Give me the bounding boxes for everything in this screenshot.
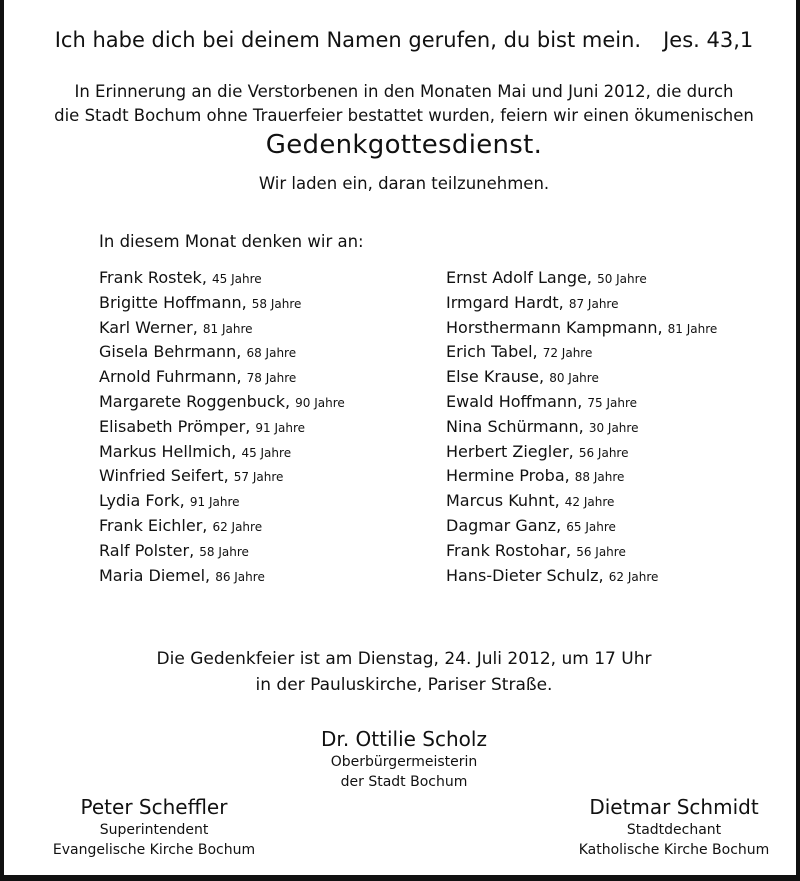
- list-item: [99, 316, 345, 341]
- deceased-age: 72 Jahre: [542, 346, 593, 361]
- deceased-name: Karl Werner,: [99, 317, 198, 337]
- deceased-age: 45 Jahre: [241, 445, 292, 460]
- deceased-age: 78 Jahre: [246, 371, 297, 386]
- deceased-name: Arnold Fuhrmann,: [99, 367, 242, 387]
- bible-quote-text: Ich habe dich bei deinem Namen gerufen, du bist mein.: [54, 28, 642, 52]
- signatory-organization: Evangelische Kirche Bochum: [52, 842, 256, 858]
- list-item: [99, 266, 345, 291]
- deceased-name: Hans-Dieter Schulz,: [446, 565, 604, 585]
- list-item: [446, 539, 717, 564]
- intro-paragraph: [4, 80, 800, 128]
- event-line-1: Die Gedenkfeier ist am Dienstag, 24. Juli 2012, um 17 Uhr: [156, 649, 652, 669]
- list-item: [99, 390, 345, 415]
- deceased-age: 58 Jahre: [251, 296, 302, 311]
- deceased-name: Dagmar Ganz,: [446, 515, 562, 535]
- intro-line-2: die Stadt Bochum ohne Trauerfeier bestattet wurden, feiern wir einen ökumenischen: [54, 106, 754, 125]
- list-item: [99, 415, 345, 440]
- list-item: [99, 539, 345, 564]
- deceased-name: Herbert Ziegler,: [446, 441, 574, 461]
- deceased-age: 62 Jahre: [212, 519, 263, 534]
- deceased-age: 80 Jahre: [549, 371, 599, 386]
- list-item: [446, 340, 717, 365]
- month-heading: In diesem Monat denken wir an:: [99, 232, 364, 251]
- deceased-age: 91 Jahre: [255, 420, 306, 435]
- deceased-name: Frank Rostek,: [99, 268, 207, 287]
- deceased-name: Ernst Adolf Lange,: [446, 268, 592, 287]
- deceased-age: 56 Jahre: [576, 544, 626, 559]
- deceased-age: 62 Jahre: [608, 569, 659, 584]
- deceased-age: 68 Jahre: [246, 346, 297, 361]
- deceased-age: 58 Jahre: [199, 544, 249, 559]
- deceased-name: Ewald Hoffmann,: [446, 391, 583, 411]
- signatory-superintendent: [34, 794, 274, 860]
- signatory-name: Dietmar Schmidt: [589, 795, 759, 819]
- deceased-age: 90 Jahre: [295, 395, 345, 410]
- list-item: [99, 365, 345, 390]
- deceased-age: 81 Jahre: [667, 321, 718, 336]
- intro-line-1: In Erinnerung an die Verstorbenen in den Monaten Mai und Juni 2012, die durch: [74, 82, 734, 101]
- deceased-name: Erich Tabel,: [446, 342, 538, 362]
- bible-quote: [4, 28, 800, 52]
- deceased-age: 75 Jahre: [587, 395, 638, 410]
- bible-reference: Jes. 43,1: [663, 28, 754, 52]
- deceased-list-left: [99, 266, 345, 588]
- signatory-name: Dr. Ottilie Scholz: [321, 727, 487, 751]
- deceased-name: Nina Schürmann,: [446, 416, 584, 436]
- deceased-age: 65 Jahre: [566, 519, 616, 534]
- deceased-age: 42 Jahre: [564, 495, 615, 510]
- signatory-organization: der Stadt Bochum: [340, 774, 468, 790]
- signatory-mayor: [4, 726, 800, 792]
- list-item: [446, 564, 717, 589]
- deceased-name: Markus Hellmich,: [99, 441, 237, 461]
- event-line-2: in der Pauluskirche, Pariser Straße.: [255, 675, 553, 695]
- deceased-age: 87 Jahre: [568, 296, 619, 311]
- deceased-name: Frank Rostohar,: [446, 540, 572, 560]
- invitation-text: Wir laden ein, daran teilzunehmen.: [258, 174, 550, 193]
- signatory-dean: [564, 794, 784, 860]
- service-title: Gedenkgottesdienst.: [265, 130, 543, 160]
- deceased-name: Winfried Seifert,: [99, 466, 229, 486]
- list-item: [99, 564, 345, 589]
- deceased-age: 57 Jahre: [233, 470, 284, 485]
- signatory-organization: Katholische Kirche Bochum: [578, 842, 770, 858]
- list-item: [99, 440, 345, 465]
- list-item: [99, 514, 345, 539]
- deceased-age: 56 Jahre: [578, 445, 629, 460]
- deceased-age: 81 Jahre: [202, 321, 253, 336]
- deceased-name: Brigitte Hoffmann,: [99, 292, 247, 312]
- list-item: [446, 365, 717, 390]
- deceased-name: Irmgard Hardt,: [446, 292, 564, 312]
- list-item: [446, 291, 717, 316]
- list-item: [446, 514, 717, 539]
- deceased-name: Margarete Roggenbuck,: [99, 391, 291, 411]
- list-item: [99, 291, 345, 316]
- deceased-age: 50 Jahre: [597, 272, 647, 286]
- list-item: [446, 464, 717, 489]
- list-item: [99, 340, 345, 365]
- deceased-age: 45 Jahre: [212, 272, 262, 286]
- list-item: [446, 266, 717, 291]
- signatory-role: Stadtdechant: [626, 822, 722, 838]
- list-item: [446, 390, 717, 415]
- list-item: [99, 464, 345, 489]
- deceased-age: 30 Jahre: [588, 420, 639, 435]
- list-item: [446, 489, 717, 514]
- deceased-name: Ralf Polster,: [99, 540, 195, 560]
- deceased-name: Else Krause,: [446, 367, 545, 387]
- list-item: [99, 489, 345, 514]
- deceased-list-right: [446, 266, 717, 588]
- deceased-name: Lydia Fork,: [99, 491, 185, 511]
- deceased-name: Hermine Proba,: [446, 466, 570, 486]
- deceased-age: 86 Jahre: [215, 569, 265, 584]
- deceased-name: Horsthermann Kampmann,: [446, 317, 663, 337]
- deceased-age: 91 Jahre: [189, 495, 240, 510]
- deceased-name: Frank Eichler,: [99, 515, 208, 535]
- deceased-name: Gisela Behrmann,: [99, 342, 242, 362]
- deceased-name: Maria Diemel,: [99, 565, 211, 585]
- list-item: [446, 440, 717, 465]
- deceased-name: Marcus Kuhnt,: [446, 491, 560, 511]
- event-details: [4, 646, 800, 698]
- list-item: [446, 316, 717, 341]
- deceased-name: Elisabeth Prömper,: [99, 416, 251, 436]
- deceased-age: 88 Jahre: [574, 470, 625, 485]
- signatory-role: Oberbürgermeisterin: [330, 754, 478, 770]
- signatory-name: Peter Scheffler: [80, 795, 228, 819]
- list-item: [446, 415, 717, 440]
- signatory-role: Superintendent: [99, 822, 209, 838]
